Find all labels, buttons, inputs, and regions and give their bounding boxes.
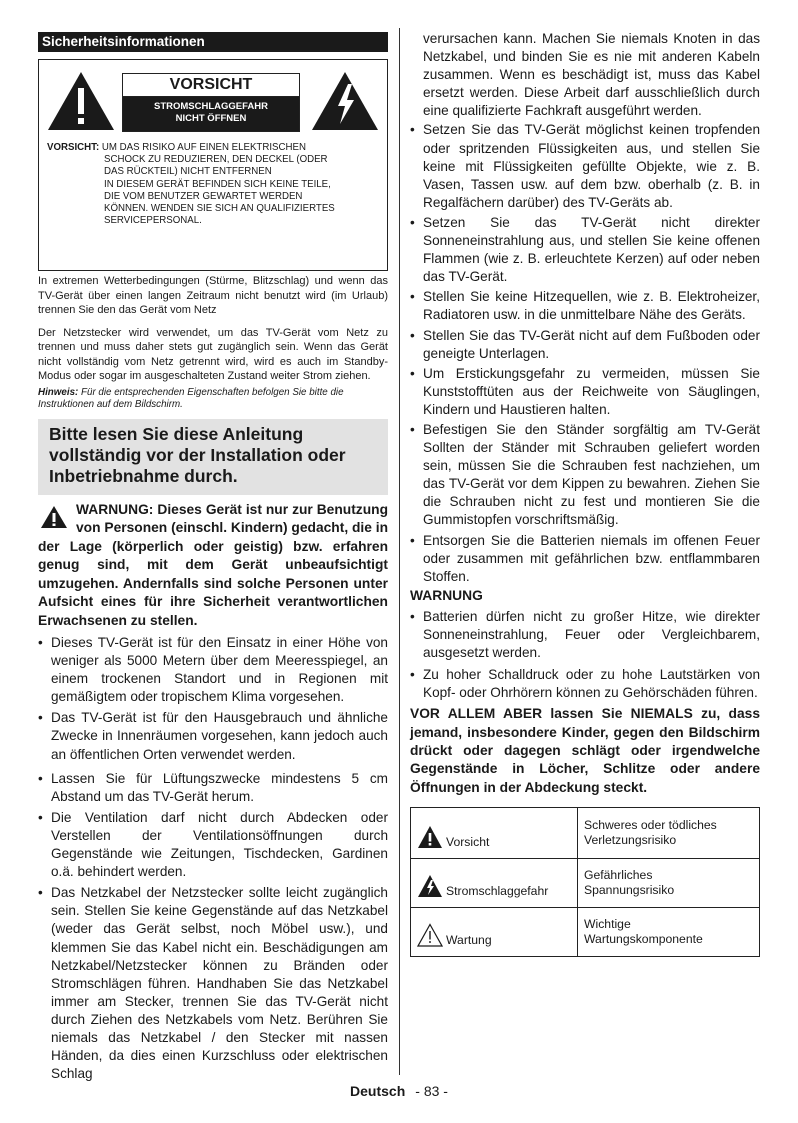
list-item-text: Um Erstickungsgefahr zu vermeiden, müssen Sie Kunststofftüten aus der Reichweite von Säuglingen, Kindern und Haustieren halten. [423, 365, 760, 417]
list-item-text: Entsorgen Sie die Batterien niemals im offenen Feuer oder zusammen mit gefährlichen bzw. entflammbaren Stoffen. [423, 532, 760, 584]
legend-desc-line: Wartungskomponente [584, 931, 703, 946]
page-footer [0, 1083, 798, 1099]
legend-desc-line: Wichtige [584, 916, 631, 931]
bullet: • [410, 532, 415, 548]
list-item-text: Die Ventilation darf nicht durch Abdecken oder Verstellen der Ventilationsöffnungen durch Gegenstände wie Zeitungen, Tischdecken, Gardinen o.ä. behindert werden. [51, 809, 388, 880]
vorsicht-line: KÖNNEN. WENDEN SIE SICH AN QUALIFIZIERTES [104, 203, 335, 215]
list-item [38, 709, 388, 763]
bullet: • [410, 608, 415, 624]
plug-paragraph: Der Netzstecker wird verwendet, um das TV-Gerät vom Netz zu trennen und muss daher stets gut zugänglich sein. Wenn das Gerät nicht vollständig vom Netz getrennt wird, wird es auch im Standby-Modus oder sogar im ausgeschalteten Zustand weiter Strom ziehen. [38, 326, 388, 382]
page-number: - 83 - [415, 1083, 448, 1099]
footer-language: Deutsch [350, 1083, 406, 1099]
bullet: • [410, 667, 415, 683]
list-item-text: Das TV-Gerät ist für den Hausgebrauch und ähnliche Zwecke in Innenräumen vorgesehen, kann jedoch auch an öffentlichen Orten verwendet werden. [51, 710, 388, 762]
list-item-text: Stellen Sie keine Hitzequellen, wie z. B. Elektroheizer, Radiatoren usw. in die unmittelbare Nähe des Geräts. [423, 289, 760, 323]
table-row [411, 858, 760, 907]
outline-warning-triangle-icon [417, 923, 443, 947]
vorsicht-line: SERVICEPERSONAL. [104, 215, 202, 227]
bullet: • [38, 809, 43, 825]
bullet: • [38, 885, 43, 901]
list-item-text: Setzen Sie das TV-Gerät nicht direkter Sonneneinstrahlung aus, und stellen Sie keine offenen Flammen (wie z. B. erleuchtete Kerzen) auf oder neben das TV-Gerät. [423, 214, 760, 285]
list-item [410, 288, 760, 324]
list-item [410, 327, 760, 363]
list-item-text: Lassen Sie für Lüftungszwecke mindestens 5 cm Abstand um das TV-Gerät herum. [51, 770, 388, 804]
lightning-warning-icon [310, 70, 380, 132]
list-item-text: Zu hoher Schalldruck oder zu hohe Lautstärken von Kopf- oder Ohrhörern können zu Gehörschäden führen. [423, 667, 760, 701]
table-row [411, 807, 760, 858]
bullet: • [410, 289, 415, 305]
list-item [410, 666, 760, 702]
vorsicht-line: SCHOCK ZU REDUZIEREN, DEN DECKEL (ODER [104, 154, 328, 166]
vorsicht-line: IN DIESEM GERÄT BEFINDEN SICH KEINE TEILE, [104, 178, 331, 190]
vorsicht-subtitle-line2: NICHT ÖFFNEN [175, 113, 247, 124]
legend-symbol-cell [411, 858, 578, 907]
legend-description [578, 807, 760, 858]
list-item-text: Das Netzkabel der Netzstecker sollte leicht zugänglich sein. Stellen Sie keine Gegenstände auf das Netzkabel (weder das Gerät selbst, noch Möbel usw.), und klemmen Sie das Kabel nicht ein. Beschädigungen am Netzkabel/Netzstecker können zu Bränden oder Stromschlägen führen. Handhaben Sie das Netzkabel immer am Stecker, trennen Sie das TV-Gerät nicht durch Ziehen des Netzkabels vom Netz. Berühren Sie niemals das Netzkabel / den Stecker mit nassen Händen, da dies einen Kurzschluss oder elektrischen Schlag [51, 885, 388, 1082]
lightning-triangle-icon [417, 874, 443, 898]
list-item [410, 532, 760, 586]
legend-label: Wartung [446, 933, 492, 948]
legend-desc-line: Spannungsrisiko [584, 882, 675, 897]
read-manual-heading: Bitte lesen Sie diese Anleitung vollständig vor der Installation oder Inbetriebnahme durch. [38, 419, 388, 495]
vorsicht-label-box [122, 73, 300, 132]
symbol-legend-table [410, 807, 760, 957]
legend-label: Vorsicht [446, 835, 490, 850]
warning-triangle-icon [40, 505, 68, 529]
legend-symbol-cell [411, 807, 578, 858]
list-item-text: Befestigen Sie den Ständer sorgfältig am TV-Gerät Sollten der Ständer mit Schrauben geliefert worden sein, müssen Sie die Schrauben fest nachziehen, um das TV-Gerät vor dem Kippen zu bewahren. Ziehen Sie die Schrauben nicht zu fest und montieren Sie die Gummistopfen vorschriftsmäßig. [423, 421, 760, 528]
legend-desc-line: Gefährliches [584, 867, 653, 882]
weather-paragraph: In extremen Wetterbedingungen (Stürme, Blitzschlag) und wenn das TV-Gerät über einen langen Zeitraum nicht benutzt wird (im Urlaub) trennen Sie den das Gerät vom Netz [38, 275, 388, 316]
exclamation-warning-icon [46, 70, 116, 132]
warnung-heading: WARNUNG [410, 587, 483, 603]
right-column [410, 30, 760, 957]
caution-box [38, 59, 388, 271]
note-paragraph [38, 387, 388, 412]
list-item [38, 770, 388, 806]
vorsicht-text-label: VORSICHT: [47, 142, 100, 153]
bullet: • [410, 214, 415, 230]
section-title: Sicherheitsinformationen [38, 32, 388, 52]
list-item-text: Setzen Sie das TV-Gerät möglichst keinen tropfenden oder spritzenden Flüssigkeiten aus, und stellen Sie keine mit Flüssigkeiten gefüllte Objekte, wie z. B. Vasen, Tassen usw. auf dem bzw. oberhalb (z. B. in Regalfächern darüber) des TV-Geräts ab. [423, 122, 760, 210]
bullet: • [410, 365, 415, 381]
list-item [410, 214, 760, 286]
vorsicht-line: UM DAS RISIKO AUF EINEN ELEKTRISCHEN [101, 142, 306, 153]
column-divider [399, 28, 400, 1075]
note-label: Hinweis: [38, 386, 79, 398]
bullet: • [410, 122, 415, 138]
vorsicht-line: DIE VOM BENUTZER GEWARTET WERDEN [104, 190, 303, 202]
list-item [410, 421, 760, 530]
list-item-text: Stellen Sie das TV-Gerät nicht auf dem Fußboden oder geneigte Unterlagen. [423, 327, 760, 361]
legend-label: Stromschlaggefahr [446, 884, 549, 899]
list-item [38, 809, 388, 881]
legend-symbol-cell [411, 907, 578, 956]
important-paragraph: VOR ALLEM ABER lassen Sie NIEMALS zu, dass jemand, insbesondere Kinder, gegen den Bildschirm drückt oder dagegen schlägt oder irgendwelche Gegenstände in Löcher, Schlitze oder andere Öffnungen in der Abdeckung steckt. [410, 706, 760, 795]
list-item [410, 608, 760, 662]
vorsicht-subtitle [123, 97, 299, 131]
continued-text: verursachen kann. Machen Sie niemals Knoten in das Netzkabel, und binden Sie es nie mit anderen Kabeln zusammen. Wenn es beschädigt ist, muss das Kabel ersetzt werden. Diese Arbeit darf ausschließlich durch eine qualifizierte Fachkraft ausgeführt werden. [423, 31, 760, 119]
list-item [410, 365, 760, 419]
bullet: • [410, 327, 415, 343]
list-item-text: Batterien dürfen nicht zu großer Hitze, wie direkter Sonneneinstrahlung, Feuer oder Vergleichbarem, ausgesetzt werden. [423, 608, 760, 661]
vorsicht-title: VORSICHT [123, 74, 299, 97]
left-column [38, 32, 388, 1083]
legend-desc-line: Schweres oder tödliches [584, 817, 717, 832]
table-row [411, 907, 760, 956]
warning-paragraph [38, 501, 388, 631]
vorsicht-text [47, 142, 381, 227]
list-item [38, 884, 388, 1083]
bullet: • [38, 710, 43, 726]
list-item [410, 121, 760, 211]
legend-description [578, 858, 760, 907]
legend-description [578, 907, 760, 956]
filled-warning-triangle-icon [417, 825, 443, 849]
vorsicht-subtitle-line1: STROMSCHLAGGEFAHR [154, 101, 268, 112]
vorsicht-line: DAS RÜCKTEIL) NICHT ENTFERNEN [104, 166, 272, 178]
list-item [38, 634, 388, 706]
warning-text: WARNUNG: Dieses Gerät ist nur zur Benutzung von Personen (einschl. Kindern) gedacht, die in der Lage (körperlich oder geistig) bzw. erfahren genug sind, mit dem Gerät unbeaufsichtigt umzugehen. Andernfalls sind solche Personen unter Aufsicht eines für ihre Sicherheit verantwortlichen Erwachsenen zu stellen. [38, 501, 389, 628]
bullet: • [38, 635, 43, 650]
bullet: • [410, 421, 415, 437]
list-item-text: Dieses TV-Gerät ist für den Einsatz in einer Höhe von weniger als 5000 Metern über dem Meeresspiegel, an einem trockenen Standort und in Regionen mit gemäßigtem oder tropischem Klima vorgesehen. [51, 635, 388, 705]
note-text: Für die entsprechenden Eigenschaften befolgen Sie bitte die Instruktionen auf dem Bildschirm. [38, 386, 344, 410]
bullet: • [38, 770, 43, 786]
legend-desc-line: Verletzungsrisiko [584, 832, 677, 847]
